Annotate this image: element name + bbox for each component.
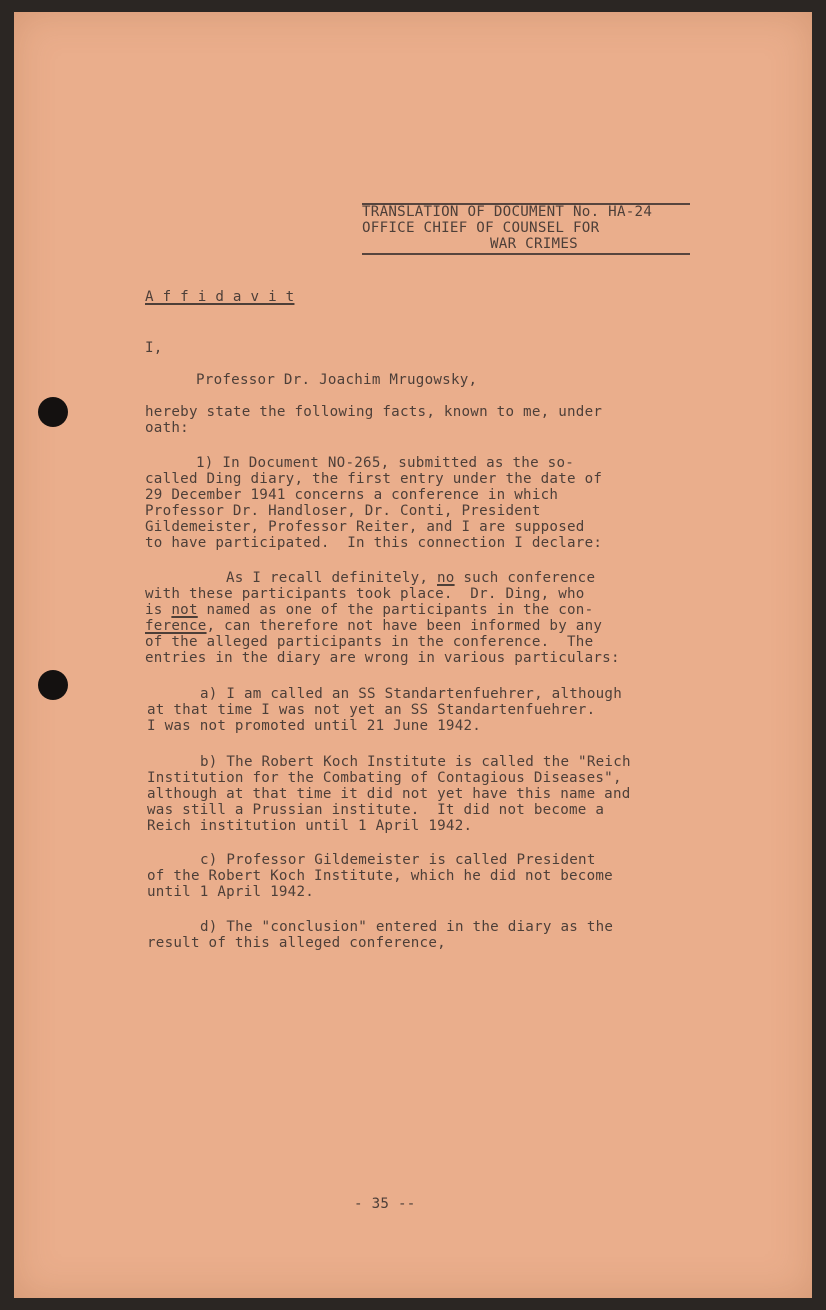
para-c-line: c) Professor Gildemeister is called President [200, 852, 596, 868]
salutation: I, [145, 340, 163, 356]
emphasis-no: no [437, 570, 455, 586]
para-c-line: until 1 April 1942. [147, 884, 315, 900]
emphasis-not: not [171, 602, 198, 618]
intro-line: oath: [145, 420, 189, 436]
para2-line: is not named as one of the participants in the con- [145, 602, 594, 618]
para-b-line: was still a Prussian institute. It did not become a [147, 802, 605, 818]
para-d-line: result of this alleged conference, [147, 935, 446, 951]
emphasis-ference: ference [145, 618, 207, 634]
para-c-line: of the Robert Koch Institute, which he did not become [147, 868, 613, 884]
para2-line: entries in the diary are wrong in various particulars: [145, 650, 620, 666]
punch-hole [38, 397, 68, 427]
para-a-line: a) I am called an SS Standartenfuehrer, although [200, 686, 622, 702]
para-a-line: I was not promoted until 21 June 1942. [147, 718, 482, 734]
para1-line: Professor Dr. Handloser, Dr. Conti, President [145, 503, 541, 519]
para-a-line: at that time I was not yet an SS Standartenfuehrer. [147, 702, 596, 718]
affidavit-title: A f f i d a v i t [145, 289, 295, 305]
para-b-line: Reich institution until 1 April 1942. [147, 818, 473, 834]
para-b-line: Institution for the Combating of Contagious Diseases", [147, 770, 622, 786]
para2-line: with these participants took place. Dr. Ding, who [145, 586, 585, 602]
intro-line: hereby state the following facts, known to me, under [145, 404, 603, 420]
para1-line: called Ding diary, the first entry under the date of [145, 471, 603, 487]
header-line-1: TRANSLATION OF DOCUMENT No. HA-24 [362, 204, 653, 220]
para1-line: Gildemeister, Professor Reiter, and I are supposed [145, 519, 585, 535]
punch-hole [38, 670, 68, 700]
para1-line: to have participated. In this connection I declare: [145, 535, 603, 551]
para2-line: As I recall definitely, no such conference [226, 570, 596, 586]
header-line-2: OFFICE CHIEF OF COUNSEL FOR [362, 220, 600, 236]
affiant-name: Professor Dr. Joachim Mrugowsky, [196, 372, 478, 388]
para2-line: ference, can therefore not have been informed by any [145, 618, 603, 634]
page-number: - 35 -- [354, 1196, 416, 1212]
para-b-line: b) The Robert Koch Institute is called the "Reich [200, 754, 631, 770]
para-b-line: although at that time it did not yet have this name and [147, 786, 631, 802]
header-bottom-rule [362, 253, 690, 255]
para-d-line: d) The "conclusion" entered in the diary as the [200, 919, 614, 935]
para1-line: 29 December 1941 concerns a conference in which [145, 487, 559, 503]
header-line-3: WAR CRIMES [490, 236, 578, 252]
para1-line: 1) In Document NO-265, submitted as the so- [196, 455, 575, 471]
para2-line: of the alleged participants in the conference. The [145, 634, 594, 650]
